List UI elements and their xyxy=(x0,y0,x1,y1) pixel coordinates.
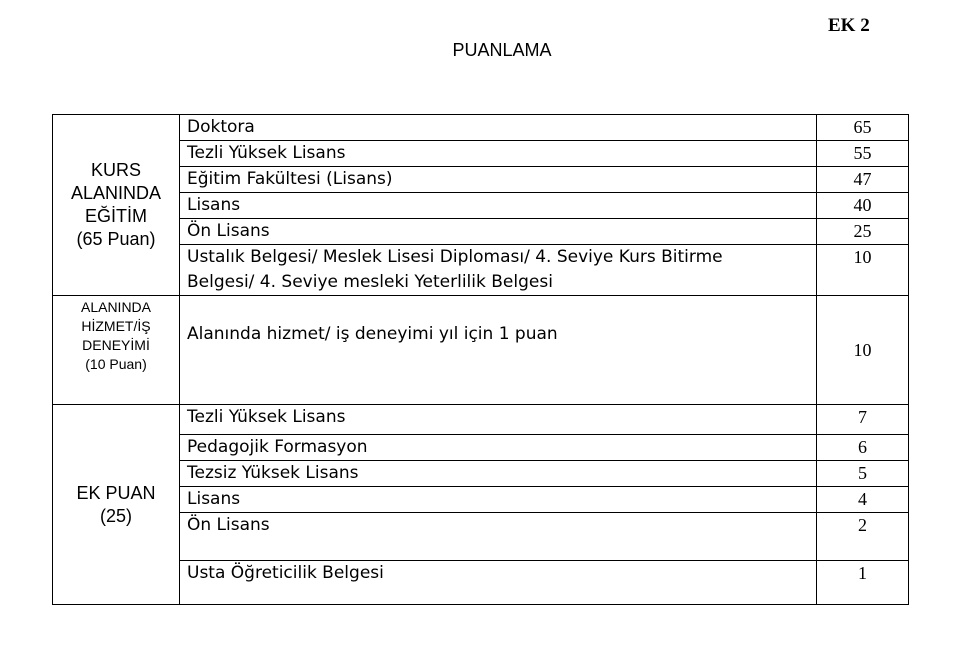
item-line: Ustalık Belgesi/ Meslek Lisesi Diploması/ 4. Seviye Kurs Bitirme xyxy=(187,247,723,267)
category-line: KURS xyxy=(90,160,141,180)
points-value: 10 xyxy=(817,296,909,405)
points-value: 5 xyxy=(817,461,909,487)
category-line: HİZMET/İŞ xyxy=(81,318,151,334)
points-value: 6 xyxy=(817,435,909,461)
item-label: Ön Lisans xyxy=(180,513,817,561)
category-line: (65 Puan) xyxy=(76,229,156,249)
item-label: Tezli Yüksek Lisans xyxy=(180,141,817,167)
table-row xyxy=(53,193,909,219)
category-line: ALANINDA xyxy=(70,183,162,203)
item-label: Lisans xyxy=(180,193,817,219)
points-value: 2 xyxy=(817,513,909,561)
item-label: Lisans xyxy=(180,487,817,513)
category-line: EĞİTİM xyxy=(85,206,147,226)
table-row xyxy=(53,141,909,167)
category-line: (25) xyxy=(99,505,132,526)
points-value: 47 xyxy=(817,167,909,193)
table-row xyxy=(53,167,909,193)
table-row xyxy=(53,461,909,487)
points-value: 4 xyxy=(817,487,909,513)
item-label: Alanında hizmet/ iş deneyimi yıl için 1 puan xyxy=(180,296,817,405)
table-row xyxy=(53,487,909,513)
points-value: 10 xyxy=(817,245,909,296)
item-label: Tezsiz Yüksek Lisans xyxy=(180,461,817,487)
item-line: Belgesi/ 4. Seviye mesleki Yeterlilik Belgesi xyxy=(187,272,553,292)
table-row xyxy=(53,115,909,141)
table-row xyxy=(53,405,909,435)
category-line: DENEYİMİ xyxy=(82,337,150,353)
item-label: Tezli Yüksek Lisans xyxy=(180,405,817,435)
table-row xyxy=(53,561,909,605)
item-label: Ön Lisans xyxy=(180,219,817,245)
points-value: 65 xyxy=(817,115,909,141)
points-value: 25 xyxy=(817,219,909,245)
page-title: PUANLAMA xyxy=(452,40,552,60)
table-row xyxy=(53,513,909,561)
table-row xyxy=(53,245,909,296)
points-value: 1 xyxy=(817,561,909,605)
category-line: (10 Puan) xyxy=(85,356,147,372)
item-label: Pedagojik Formasyon xyxy=(180,435,817,461)
category-line: EK PUAN xyxy=(76,482,156,503)
table-row xyxy=(53,296,909,405)
table-row xyxy=(53,219,909,245)
points-value: 55 xyxy=(817,141,909,167)
category-line: ALANINDA xyxy=(80,299,152,315)
item-label: Eğitim Fakültesi (Lisans) xyxy=(180,167,817,193)
item-label: Doktora xyxy=(180,115,817,141)
category-course-education xyxy=(53,115,180,296)
category-work-experience xyxy=(53,296,180,405)
table-row xyxy=(53,435,909,461)
category-extra-points xyxy=(53,405,180,605)
item-label: Usta Öğreticilik Belgesi xyxy=(180,561,817,605)
points-value: 7 xyxy=(817,405,909,435)
item-label xyxy=(180,245,817,296)
points-value: 40 xyxy=(817,193,909,219)
annex-tag: EK 2 xyxy=(828,15,870,36)
scoring-table xyxy=(52,114,909,605)
